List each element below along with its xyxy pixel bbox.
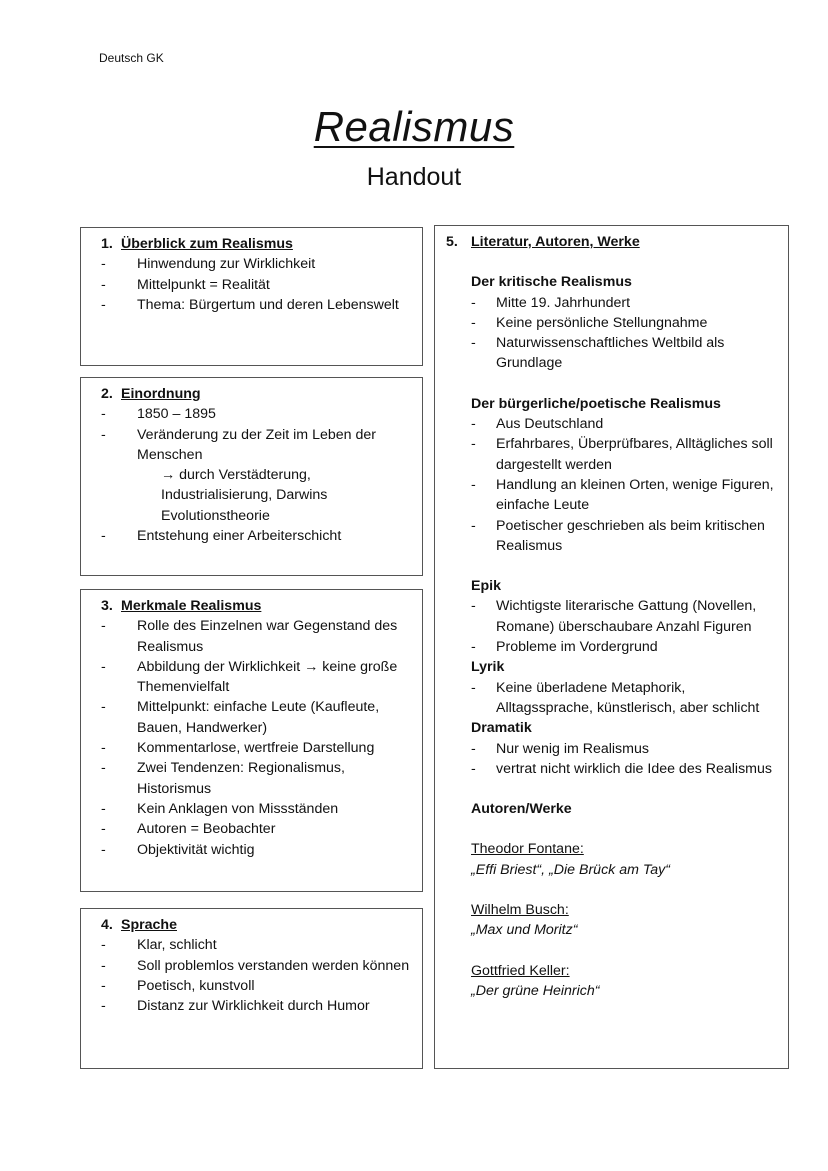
list-item: - Distanz zur Wirklichkeit durch Humor [101,996,412,1016]
subsection-heading: Lyrik [471,659,505,676]
list-item-text: Veränderung zu der Zeit im Leben der Menschen [137,426,376,463]
subsection-heading: Der kritische Realismus [471,274,632,291]
list-item: - vertrat nicht wirklich die Idee des Realismus [471,759,782,779]
list-item: - Aus Deutschland [471,414,782,434]
list-item: - Thema: Bürgertum und deren Lebenswelt [101,295,412,315]
author-works: „Der grüne Heinrich“ [471,982,600,999]
subsection-heading: Epik [471,578,501,595]
list-item: - Abbildung der Wirklichkeit → keine große Themenvielfalt [101,657,412,698]
sub-item [137,465,412,526]
list-item: - 1850 – 1895 [101,404,412,424]
list-item: - Kommentarlose, wertfreie Darstellung [101,738,412,758]
subsection-heading: Autoren/Werke [471,801,572,818]
section-heading [101,234,412,254]
list-item: - Poetischer geschrieben als beim kritischen Realismus [471,516,782,557]
list-item: - Entstehung einer Arbeiterschicht [101,526,412,546]
section-heading [446,232,782,252]
section-heading [101,384,412,404]
bullet-list [101,404,412,546]
bullet-list [471,293,782,374]
section-title: Merkmale Realismus [121,598,262,614]
section-number: 4. [101,917,113,933]
bullet-list [101,616,412,860]
list-item: - Nur wenig im Realismus [471,739,782,759]
bullet-list [471,414,782,556]
section-title: Überblick zum Realismus [121,236,293,252]
section-literature [434,225,789,1069]
bullet-list [471,739,782,780]
list-item: - Mittelpunkt = Realität [101,275,412,295]
section-title: Sprache [121,917,177,933]
section-classification [80,377,423,576]
section-features [80,589,423,892]
list-item: - Klar, schlicht [101,935,412,955]
list-item: - Keine überladene Metaphorik, Alltagssprache, künstlerisch, aber schlicht [471,678,782,719]
section-number: 3. [101,598,113,614]
list-item: - Probleme im Vordergrund [471,637,782,657]
course-label: Deutsch GK [99,51,164,65]
list-item: - Mitte 19. Jahrhundert [471,293,782,313]
arrow-right-icon: → [161,467,176,484]
page-title-text: Realismus [313,103,515,150]
section-language [80,908,423,1069]
subsection-heading: Dramatik [471,720,532,737]
section-title: Einordnung [121,386,201,402]
list-item: - Zwei Tendenzen: Regionalismus, Historismus [101,758,412,799]
section-heading [101,915,412,935]
author-name: Theodor Fontane: [471,841,584,858]
list-item: - Handlung an kleinen Orten, wenige Figuren, einfache Leute [471,475,782,516]
author-name: Wilhelm Busch: [471,902,569,919]
section-title: Literatur, Autoren, Werke [471,234,640,250]
bullet-list [471,596,782,657]
section-number: 2. [101,386,113,402]
page-subtitle: Handout [366,163,462,191]
author-works: „Max und Moritz“ [471,922,578,939]
section-number: 1. [101,236,113,252]
list-item: - Wichtigste literarische Gattung (Novellen, Romane) überschaubare Anzahl Figuren [471,596,782,637]
sub-item-text: durch Verstädterung, Industrialisierung, Darwins Evolutionstheorie [161,467,328,524]
list-item: - Hinwendung zur Wirklichkeit [101,254,412,274]
list-item: - Soll problemlos verstanden werden können [101,956,412,976]
page-title [0,103,828,151]
author-name: Gottfried Keller: [471,962,570,979]
list-item: - Mittelpunkt: einfache Leute (Kaufleute, Bauen, Handwerker) [101,697,412,738]
list-item: - Rolle des Einzelnen war Gegenstand des Realismus [101,616,412,657]
section-number: 5. [446,234,458,250]
section-heading [101,596,412,616]
bullet-list [471,678,782,719]
list-item: - Autoren = Beobachter [101,819,412,839]
section-overview [80,227,423,366]
list-item: - Erfahrbares, Überprüfbares, Alltägliches soll dargestellt werden [471,434,782,475]
author-works: „Effi Briest“, „Die Brück am Tay“ [471,861,670,878]
list-item: - Poetisch, kunstvoll [101,976,412,996]
subsection-heading: Der bürgerliche/poetische Realismus [471,395,721,412]
list-item: - Naturwissenschaftliches Weltbild als Grundlage [471,333,782,374]
list-item [101,425,412,526]
list-item: - Kein Anklagen von Missständen [101,799,412,819]
list-item: - Keine persönliche Stellungnahme [471,313,782,333]
bullet-list [101,935,412,1016]
list-item: - Objektivität wichtig [101,840,412,860]
bullet-list [101,254,412,315]
